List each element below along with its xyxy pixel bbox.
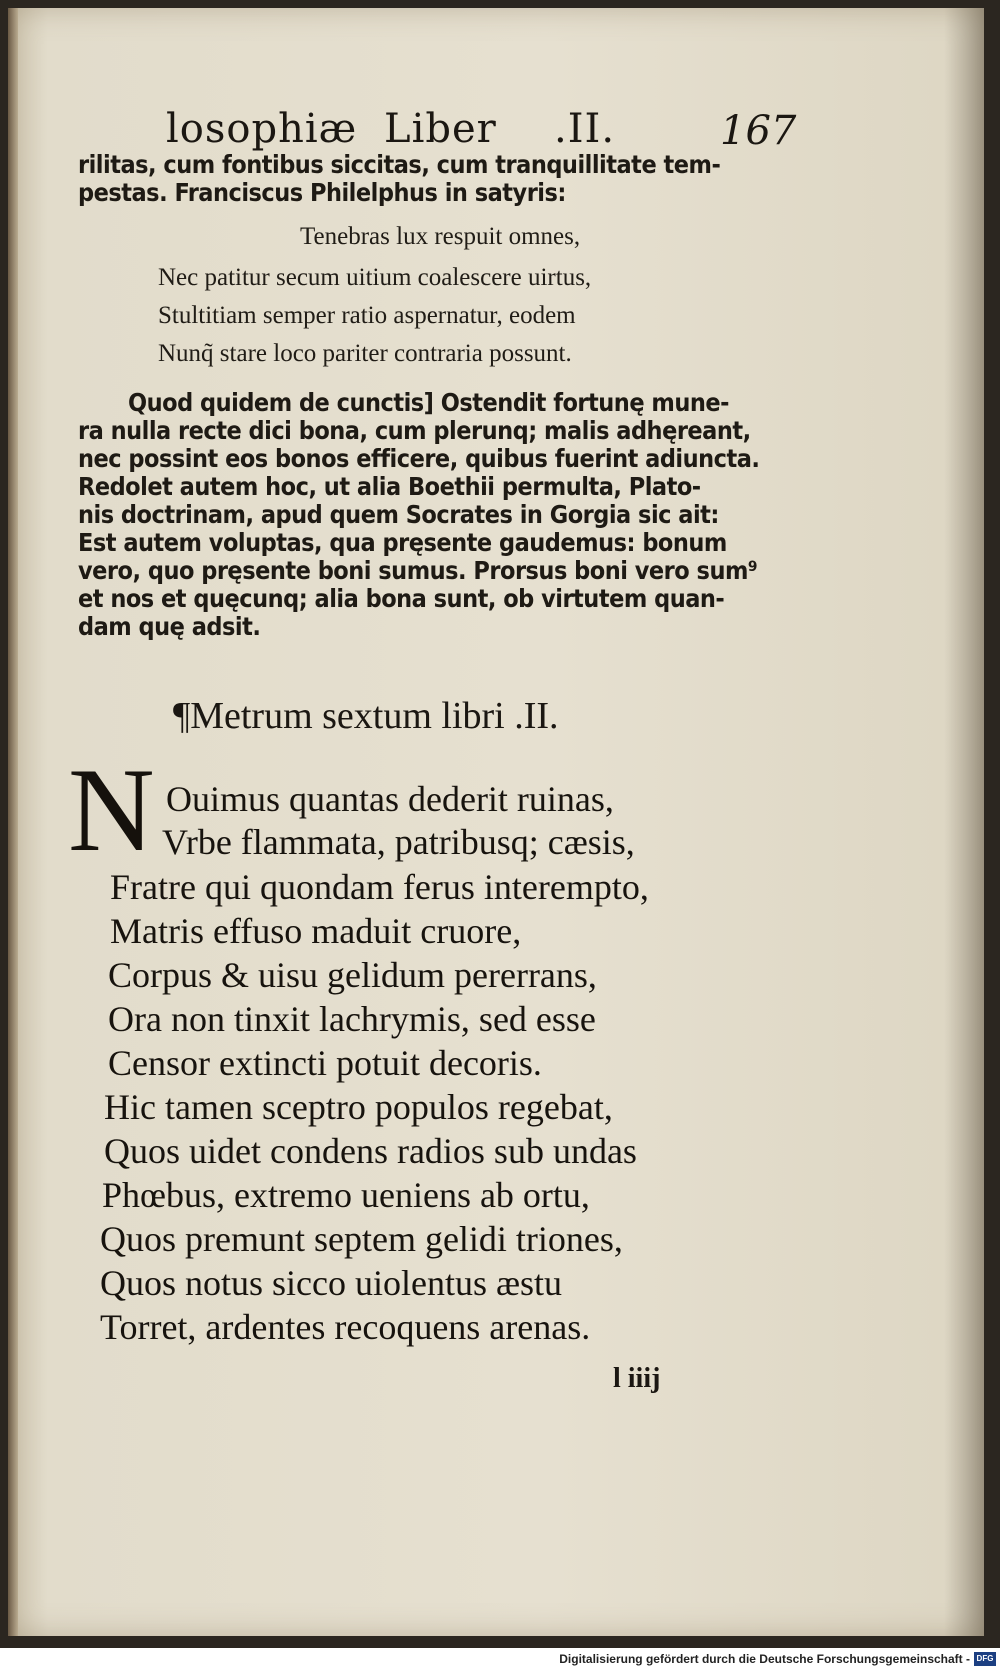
verse-quote-line: Tenebras lux respuit omnes,	[300, 223, 581, 250]
poem-line: Hic tamen sceptro populos regebat,	[104, 1087, 613, 1127]
commentary-line: ra nulla recte dici bona, cum plerunq; malis adhęreant,	[78, 416, 751, 445]
running-head-liber: Liber	[384, 106, 497, 152]
prose-line: pestas. Franciscus Philelphus in satyris:	[78, 178, 566, 207]
poem-line: Phœbus, extremo ueniens ab ortu,	[102, 1175, 590, 1215]
book-page	[8, 8, 984, 1636]
running-head-book-number: .II.	[554, 106, 616, 152]
poem-line: Ora non tinxit lachrymis, sed esse	[108, 999, 596, 1039]
commentary-line: et nos et quęcunq; alia bona sunt, ob virtutem quan-	[78, 584, 725, 613]
poem-line: Quos uidet condens radios sub undas	[104, 1131, 637, 1171]
poem-line: Matris effuso maduit cruore,	[110, 911, 522, 951]
poem-line: Vrbe flammata, patribusq; cæsis,	[162, 822, 635, 862]
dfg-logo: DFG	[974, 1652, 996, 1666]
commentary-line: nec possint eos bonos efficere, quibus fuerint adiuncta.	[78, 444, 760, 473]
verse-quote-line: Stultitiam semper ratio aspernatur, eodem	[158, 302, 576, 329]
commentary-line: Redolet autem hoc, ut alia Boethii permulta, Plato-	[78, 472, 701, 501]
poem-line: Quos premunt septem gelidi triones,	[100, 1219, 623, 1259]
metrum-heading: ¶Metrum sextum libri .II.	[173, 695, 559, 737]
drop-cap-initial: N	[68, 743, 155, 876]
digitization-footer	[0, 1648, 1000, 1673]
poem-line: Quos notus sicco uiolentus æstu	[100, 1263, 563, 1303]
signature-mark: l iiij	[613, 1363, 661, 1394]
commentary-line: nis doctrinam, apud quem Socrates in Gorgia sic ait:	[78, 500, 719, 529]
prose-line: rilitas, cum fontibus siccitas, cum tranquillitate tem-	[78, 150, 721, 179]
running-head-title: losophiæ	[166, 106, 358, 152]
poem-line: Fratre qui quondam ferus interempto,	[110, 867, 649, 907]
poem-line: Ouimus quantas dederit ruinas,	[166, 779, 614, 819]
verse-quote-line: Nunq̃ stare loco pariter contraria possunt.	[158, 340, 572, 367]
verse-quote-line: Nec patitur secum uitium coalescere uirtus,	[158, 264, 592, 291]
poem-line: Censor extincti potuit decoris.	[108, 1043, 542, 1083]
page-edge-shadow	[944, 8, 984, 1636]
footer-credit: Digitalisierung gefördert durch die Deutsche Forschungsgemeinschaft -	[559, 1652, 970, 1666]
commentary-line: Quod quidem de cunctis] Ostendit fortunę mune-	[128, 388, 729, 417]
folio-number: 167	[720, 108, 797, 154]
poem-line: Torret, ardentes recoquens arenas.	[100, 1307, 591, 1347]
commentary-line: dam quę adsit.	[78, 612, 261, 641]
commentary-line: vero, quo pręsente boni sumus. Prorsus boni vero sum⁹	[78, 556, 758, 585]
commentary-line: Est autem voluptas, qua pręsente gaudemus: bonum	[78, 528, 727, 557]
poem-line: Corpus & uisu gelidum pererrans,	[108, 955, 597, 995]
page-gutter	[8, 8, 18, 1636]
